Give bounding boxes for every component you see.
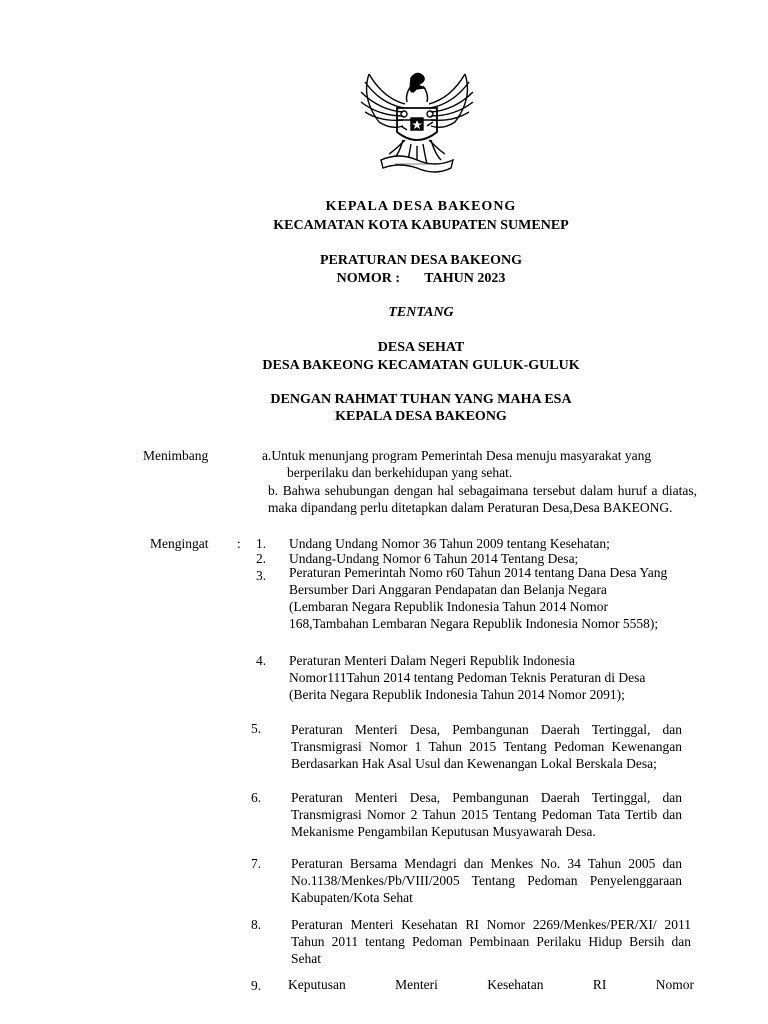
subject-line-1: DESA SEHAT <box>377 340 465 355</box>
list-number: 9. <box>251 978 262 993</box>
mengingat-colon: : <box>237 536 241 551</box>
list-number: 1. <box>256 536 267 551</box>
list-number: 8. <box>251 917 262 932</box>
list-number: 5. <box>251 721 262 736</box>
list-item-text: Peraturan Menteri Dalam Negeri Republik Indonesia Nomor111Tahun 2014 tentang Pedoman Teknis Peraturan di Desa (Berita Negara Republik Indonesia Tahun 2014 Nomor 2091); <box>289 653 646 702</box>
list-item-text: Peraturan Menteri Desa, Pembangunan Daerah Tertinggal, dan Transmigrasi Nomor 1 Tahun 2015 Tentang Pedoman Kewenangan Berdasarkan Hak Asal Usul dan Kewenangan Lokal Berskala Desa; <box>291 722 682 771</box>
list-number: 6. <box>251 790 262 805</box>
list-item-text: Undang Undang Nomor 36 Tahun 2009 tentang Kesehatan; <box>289 536 610 551</box>
heading-district: KECAMATAN KOTA KABUPATEN SUMENEP <box>273 218 569 233</box>
list-item-text: Undang-Undang Nomor 6 Tahun 2014 Tentang Desa; <box>289 551 579 566</box>
preamble-line-1: DENGAN RAHMAT TUHAN YANG MAHA ESA <box>270 392 572 407</box>
about-label: TENTANG <box>388 305 454 320</box>
list-item-text: Peraturan Bersama Mendagri dan Menkes No. 34 Tahun 2005 dan No.1138/Menkes/Pb/VIII/2005 Tentang Pedoman Penyelenggaraan Kabupaten/Kota Sehat <box>291 856 682 905</box>
list-number: 2. <box>256 551 267 566</box>
menimbang-a-line-1: a.Untuk menunjang program Pemerintah Desa menuju masyarakat yang <box>262 448 652 463</box>
subject-line-2: DESA BAKEONG KECAMATAN GULUK-GULUK <box>262 358 580 373</box>
heading-village-head: KEPALA DESA BAKEONG <box>325 199 517 214</box>
menimbang-b: b. Bahwa sehubungan dengan hal sebagaimana tersebut dalam huruf a diatas, maka dipandang perlu ditetapkan dalam Peraturan Desa,Desa BAKEONG. <box>268 483 697 515</box>
garuda-pancasila-emblem <box>355 68 479 180</box>
list-item-text: Peraturan Pemerintah Nomo r60 Tahun 2014 tentang Dana Desa Yang Bersumber Dari Anggaran Pendapatan dan Belanja Negara (Lembaran Negara Republik Indonesia Tahun 2014 Nomor 168,Tambahan Lembaran Negara Republik Indonesia Nomor 5558); <box>289 565 668 631</box>
regulation-title: PERATURAN DESA BAKEONG <box>320 253 522 268</box>
regulation-number: NOMOR : TAHUN 2023 <box>336 271 506 286</box>
mengingat-label: Mengingat <box>150 536 209 551</box>
list-item-text: Keputusan Menteri Kesehatan RI Nomor <box>288 977 694 992</box>
list-item-text: Peraturan Menteri Kesehatan RI Nomor 2269/Menkes/PER/XI/ 2011 Tahun 2011 tentang Pedoman Pembinaan Perilaku Hidup Bersih dan Sehat <box>291 917 691 966</box>
list-number: 7. <box>251 856 262 871</box>
list-item-text: Peraturan Menteri Desa, Pembangunan Daerah Tertinggal, dan Transmigrasi Nomor 2 Tahun 2015 Tentang Pedoman Tata Tertib dan Mekanisme Pengambilan Keputusan Musyawarah Desa. <box>291 790 682 839</box>
menimbang-label: Menimbang <box>143 448 209 463</box>
menimbang-a-line-2: berperilaku dan berkehidupan yang sehat. <box>287 465 513 480</box>
list-number: 3. <box>256 568 267 583</box>
list-number: 4. <box>256 653 267 668</box>
preamble-line-2: KEPALA DESA BAKEONG <box>335 409 507 424</box>
